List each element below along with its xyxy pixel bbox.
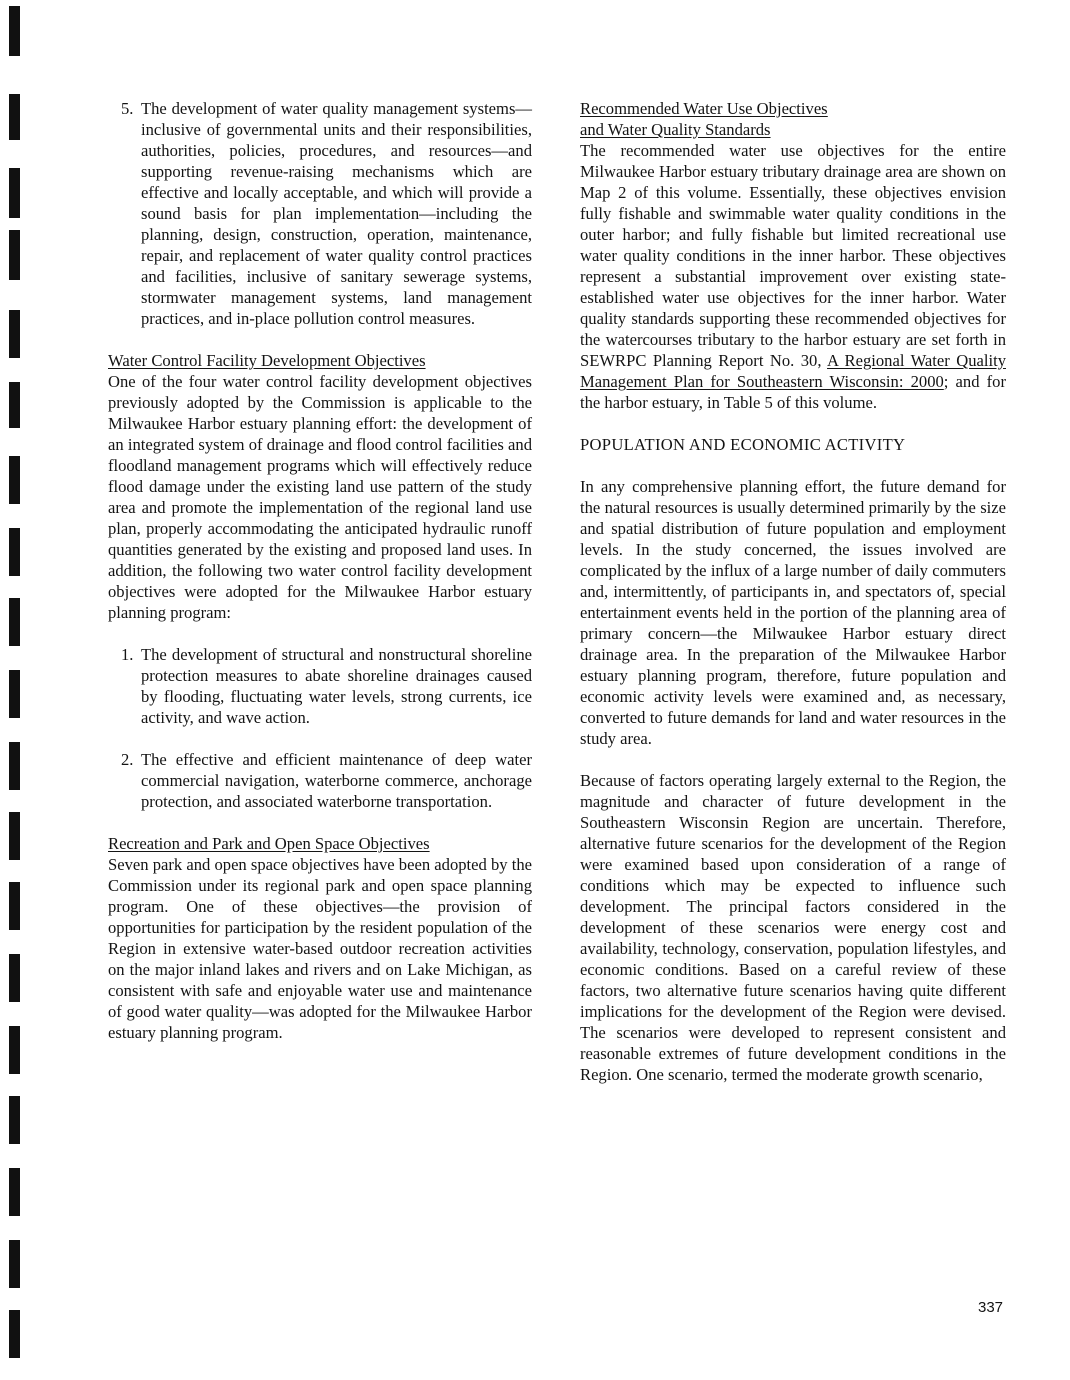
- paragraph: In any comprehensive planning effort, the future demand for the natural resources is usually determined primarily by the size and spatial distribution of future population and employment levels. In the study concerned, the issues involved are complicated by the influx of a large number of daily commuters and, intermittently, of participants in, and spectators of, special entertainment events held in the portion of the planning area of primary concern—the Milwaukee Harbor estuary direct drainage area. In the preparation of the Milwaukee Harbor estuary planning program, therefore, future population and economic activity levels were examined and, as necessary, converted to future demands for land and water resources in the study area.: [580, 477, 1006, 748]
- section-heading-line: Recommended Water Use Objectives: [580, 99, 828, 118]
- binding-mark: [9, 1096, 20, 1144]
- binding-mark: [9, 1168, 20, 1216]
- list-item-text: The effective and efficient maintenance of deep water commercial navigation, waterborne commerce, anchorage protection, and associated waterborne transportation.: [141, 750, 532, 811]
- paragraph-text: The recommended water use objectives for the entire Milwaukee Harbor estuary tributary drainage area are shown on Map 2 of this volume. Essentially, these objectives envision fully fishable and swimmable water quality conditions in the outer harbor; and fully fishable but limited recreational use water quality conditions in the inner harbor. These objectives represent a substantial improvement over existing state-established water use objectives for the inner harbor. Water quality standards supporting these recommended objectives for the watercourses tributary to the harbor estuary are set forth in SEWRPC Planning Report No. 30,: [580, 141, 1006, 370]
- binding-mark: [9, 310, 20, 358]
- paragraph: [580, 140, 1006, 413]
- objective-item-5: [108, 98, 532, 329]
- binding-mark: [9, 168, 20, 218]
- section-heading-line: and Water Quality Standards: [580, 120, 771, 139]
- binding-mark: [9, 742, 20, 790]
- paragraph: Because of factors operating largely external to the Region, the magnitude and character of future development in the Southeastern Wisconsin Region are uncertain. Therefore, alternative future scenarios for the development of the Region were examined based upon consideration of a range of conditions which may be expected to influence such development. The principal factors considered in the development of these scenarios were energy cost and availability, technology, conservation, population lifestyles, and economic conditions. Based on a careful review of these factors, two alternative future scenarios having quite different implications for the development of the Region were devised. The scenarios were developed to represent consistent and reasonable extremes of future development conditions in the Region. One scenario, termed the moderate growth scenario,: [580, 771, 1006, 1084]
- binding-mark: [9, 882, 20, 930]
- binding-mark: [9, 1310, 20, 1358]
- page-number: 337: [978, 1299, 1004, 1316]
- report-title: A Regional Water Quality Management Plan for Southeastern Wisconsin: 2000: [580, 351, 1006, 391]
- left-column: [108, 98, 532, 1043]
- binding-mark: [9, 1240, 20, 1288]
- binding-mark: [9, 670, 20, 718]
- binding-mark: [9, 456, 20, 504]
- section-heading: Water Control Facility Development Objectives: [108, 351, 426, 370]
- water-control-objectives-list: [108, 644, 532, 812]
- binding-mark: [9, 598, 20, 646]
- list-item-text: The development of water quality management systems—inclusive of governmental units and their responsibilities, authorities, policies, procedures, and resources—and supporting revenue-raising mechanisms which are effective and locally acceptable, and which will provide a sound basis for plan implementation—including the planning, design, construction, operation, maintenance, repair, and replacement of water quality control practices and facilities, inclusive of sanitary sewerage systems, stormwater management systems, land management practices, and in-place pollution control measures.: [141, 99, 532, 328]
- binding-mark: [9, 6, 20, 56]
- list-item-text: The development of structural and nonstructural shoreline protection measures to abate shoreline drainages caused by flooding, fluctuating water levels, strong currents, ice activity, and wave action.: [141, 645, 532, 727]
- paragraph: Seven park and open space objectives have been adopted by the Commission under its regional park and open space planning program. One of these objectives—the provision of opportunities for participation by the resident population of the Region in extensive water-based outdoor recreation activities on the major inland lakes and rivers and on Lake Michigan, as consistent with safe and enjoyable water use and maintenance of good water quality—was adopted for the Milwaukee Harbor estuary planning program.: [108, 855, 532, 1042]
- list-item: [121, 644, 532, 728]
- list-number: 2.: [121, 750, 134, 769]
- binding-mark: [9, 230, 20, 280]
- binding-mark: [9, 1026, 20, 1074]
- list-number: 5.: [121, 99, 134, 118]
- list-item: [121, 98, 532, 329]
- list-number: 1.: [121, 645, 134, 664]
- binding-mark: [9, 382, 20, 428]
- binding-mark: [9, 812, 20, 860]
- section-heading: [580, 98, 1006, 119]
- binding-mark: [9, 528, 20, 576]
- water-control-section: [108, 350, 532, 623]
- section-heading: Recreation and Park and Open Space Objectives: [108, 834, 430, 853]
- right-column: [580, 98, 1006, 1085]
- binding-mark: [9, 94, 20, 140]
- recreation-section: [108, 833, 532, 1043]
- paragraph: One of the four water control facility development objectives previously adopted by the Commission is applicable to the Milwaukee Harbor estuary planning effort: the development of an integrated system of drainage and flood control facilities and floodland management programs which will effectively reduce flood damage under the existing land use pattern of the study area and promote the implementation of the regional land use plan, properly accommodating the anticipated hydraulic runoff quantities generated by the existing and proposed land uses. In addition, the following two water control facility development objectives were adopted for the Milwaukee Harbor estuary planning program:: [108, 372, 532, 622]
- paragraph-text: ; and for the harbor estuary, in Table 5 of this volume.: [580, 372, 1006, 412]
- section-heading: [580, 119, 1006, 140]
- water-quality-section: [580, 98, 1006, 413]
- list-item: [121, 749, 532, 812]
- section-heading-caps: POPULATION AND ECONOMIC ACTIVITY: [580, 435, 906, 454]
- binding-mark: [9, 954, 20, 1002]
